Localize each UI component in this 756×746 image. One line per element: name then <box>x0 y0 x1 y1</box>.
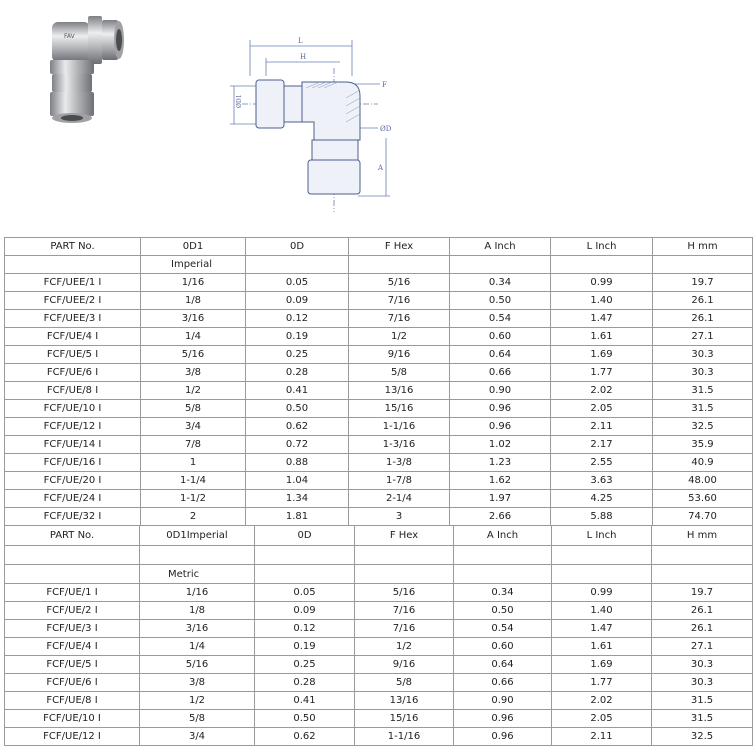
table-cell: FCF/UEE/2 I <box>5 292 141 310</box>
table-cell: 2.11 <box>552 728 652 746</box>
table-row <box>5 602 753 620</box>
table-row <box>5 472 753 490</box>
table-cell: FCF/UE/20 I <box>5 472 141 490</box>
table-cell: 0.62 <box>255 728 355 746</box>
table-cell: FCF/UE/1 I <box>5 584 140 602</box>
table-cell: FCF/UE/12 I <box>5 418 141 436</box>
group-label-row <box>5 565 753 584</box>
imperial-table <box>4 237 753 526</box>
empty-cell <box>355 565 454 584</box>
column-header: 0D1 <box>141 238 246 256</box>
table-cell: 1.69 <box>551 346 653 364</box>
table-cell: 1.62 <box>450 472 551 490</box>
table-cell: 0.88 <box>246 454 349 472</box>
table-cell: FCF/UE/10 I <box>5 400 141 418</box>
empty-cell <box>450 256 551 274</box>
table-cell: 0.19 <box>246 328 349 346</box>
table-cell: 3/16 <box>141 310 246 328</box>
empty-cell <box>454 546 552 565</box>
table-row <box>5 674 753 692</box>
table-cell: 2-1/4 <box>349 490 450 508</box>
table-cell: 32.5 <box>653 418 753 436</box>
table-cell: 7/16 <box>349 310 450 328</box>
table-cell: 0.12 <box>255 620 355 638</box>
table-cell: 0.99 <box>552 584 652 602</box>
table-cell: FCF/UE/6 I <box>5 674 140 692</box>
table-cell: FCF/UE/4 I <box>5 328 141 346</box>
column-header: L Inch <box>551 238 653 256</box>
table-cell: 0.66 <box>454 674 552 692</box>
table-cell: 0.50 <box>454 602 552 620</box>
column-header: PART No. <box>5 526 140 546</box>
table-row <box>5 692 753 710</box>
table-cell: 3/8 <box>141 364 246 382</box>
table-row <box>5 292 753 310</box>
table-cell: 31.5 <box>652 710 753 728</box>
table-row <box>5 490 753 508</box>
table-cell: 1.23 <box>450 454 551 472</box>
table-cell: FCF/UE/14 I <box>5 436 141 454</box>
table-cell: 0.12 <box>246 310 349 328</box>
table-cell: 5.88 <box>551 508 653 526</box>
empty-cell <box>652 546 753 565</box>
empty-cell <box>653 256 753 274</box>
table-cell: 0.96 <box>454 710 552 728</box>
dim-label-od: ØD <box>380 125 392 133</box>
table-row <box>5 436 753 454</box>
table-cell: 7/16 <box>355 620 454 638</box>
table-cell: 3 <box>349 508 450 526</box>
table-cell: 1/2 <box>140 692 255 710</box>
table-cell: 1/2 <box>349 328 450 346</box>
table-cell: 1.61 <box>551 328 653 346</box>
empty-cell <box>255 565 355 584</box>
table-cell: 0.50 <box>450 292 551 310</box>
table-cell: 1/2 <box>141 382 246 400</box>
empty-cell <box>652 565 753 584</box>
table-cell: 0.54 <box>454 620 552 638</box>
group-label: Metric <box>140 565 255 584</box>
table-cell: 0.50 <box>246 400 349 418</box>
table-cell: 3/8 <box>140 674 255 692</box>
empty-cell <box>349 256 450 274</box>
column-header: F Hex <box>355 526 454 546</box>
table-cell: 0.05 <box>246 274 349 292</box>
table-row <box>5 346 753 364</box>
empty-cell <box>140 546 255 565</box>
table-cell: 0.41 <box>255 692 355 710</box>
table-cell: 1/4 <box>140 638 255 656</box>
table-cell: 1.04 <box>246 472 349 490</box>
table-cell: 1.77 <box>552 674 652 692</box>
table-cell: 7/8 <box>141 436 246 454</box>
dim-label-f: F <box>382 81 387 89</box>
table-row <box>5 418 753 436</box>
column-header: A Inch <box>454 526 552 546</box>
dim-label-a: A <box>378 164 384 172</box>
table-cell: 1-3/8 <box>349 454 450 472</box>
table-cell: 15/16 <box>355 710 454 728</box>
table-row <box>5 584 753 602</box>
table-cell: 1.77 <box>551 364 653 382</box>
table-cell: 0.28 <box>255 674 355 692</box>
table-cell: 0.64 <box>454 656 552 674</box>
table-cell: 1.69 <box>552 656 652 674</box>
table-cell: 1.61 <box>552 638 652 656</box>
empty-cell <box>5 256 141 274</box>
empty-cell <box>355 546 454 565</box>
table-cell: 2 <box>141 508 246 526</box>
table-cell: 1 <box>141 454 246 472</box>
table-cell: 13/16 <box>349 382 450 400</box>
empty-cell <box>255 546 355 565</box>
empty-cell <box>552 546 652 565</box>
group-label-row <box>5 256 753 274</box>
table-cell: 19.7 <box>652 584 753 602</box>
table-cell: 30.3 <box>653 364 753 382</box>
table-cell: 30.3 <box>652 656 753 674</box>
table-cell: FCF/UE/4 I <box>5 638 140 656</box>
table-cell: 1-1/16 <box>355 728 454 746</box>
table-cell: 1-3/16 <box>349 436 450 454</box>
table-row <box>5 274 753 292</box>
table-cell: 35.9 <box>653 436 753 454</box>
table-cell: 2.11 <box>551 418 653 436</box>
table-cell: FCF/UEE/3 I <box>5 310 141 328</box>
table-cell: 1/2 <box>355 638 454 656</box>
table-cell: 0.72 <box>246 436 349 454</box>
table-cell: 0.25 <box>255 656 355 674</box>
table-cell: 0.99 <box>551 274 653 292</box>
column-header: L Inch <box>552 526 652 546</box>
dim-label-l: L <box>298 37 303 45</box>
table-cell: 0.09 <box>246 292 349 310</box>
table-cell: 2.02 <box>552 692 652 710</box>
table-cell: FCF/UE/2 I <box>5 602 140 620</box>
table-cell: 2.17 <box>551 436 653 454</box>
table-cell: 2.05 <box>552 710 652 728</box>
empty-cell <box>454 565 552 584</box>
table-cell: 74.70 <box>653 508 753 526</box>
brand-engraving: FAV <box>64 33 75 40</box>
table-cell: 40.9 <box>653 454 753 472</box>
column-header: F Hex <box>349 238 450 256</box>
table-cell: 0.60 <box>450 328 551 346</box>
table-cell: FCF/UE/24 I <box>5 490 141 508</box>
group-label: Imperial <box>141 256 246 274</box>
product-photo <box>44 8 126 126</box>
table-cell: 0.25 <box>246 346 349 364</box>
table-cell: 0.96 <box>454 728 552 746</box>
empty-cell <box>551 256 653 274</box>
table-cell: FCF/UE/12 I <box>5 728 140 746</box>
table-cell: 48.00 <box>653 472 753 490</box>
empty-cell <box>552 565 652 584</box>
table-cell: 27.1 <box>653 328 753 346</box>
table-row <box>5 710 753 728</box>
table-row <box>5 382 753 400</box>
table-cell: FCF/UE/10 I <box>5 710 140 728</box>
table-cell: 13/16 <box>355 692 454 710</box>
table-cell: 1-1/4 <box>141 472 246 490</box>
table-cell: 1/16 <box>141 274 246 292</box>
table-cell: 2.05 <box>551 400 653 418</box>
technical-drawing <box>228 28 400 214</box>
table-cell: 7/16 <box>349 292 450 310</box>
column-header: H mm <box>652 526 753 546</box>
table-cell: 1.02 <box>450 436 551 454</box>
table-cell: 0.96 <box>450 400 551 418</box>
table-cell: 9/16 <box>349 346 450 364</box>
dim-label-od1: ØD1 <box>236 94 243 108</box>
table-cell: 0.28 <box>246 364 349 382</box>
table-cell: FCF/UEE/1 I <box>5 274 141 292</box>
table-cell: 1-1/16 <box>349 418 450 436</box>
empty-cell <box>5 565 140 584</box>
table-cell: 0.90 <box>454 692 552 710</box>
table-cell: 31.5 <box>652 692 753 710</box>
column-header: A Inch <box>450 238 551 256</box>
table-row <box>5 638 753 656</box>
table-cell: 0.05 <box>255 584 355 602</box>
table-row <box>5 364 753 382</box>
table-cell: 0.09 <box>255 602 355 620</box>
table-cell: 1.47 <box>551 310 653 328</box>
table-cell: 30.3 <box>652 674 753 692</box>
table-cell: 2.02 <box>551 382 653 400</box>
table-cell: 31.5 <box>653 382 753 400</box>
table-row <box>5 728 753 746</box>
table-row <box>5 454 753 472</box>
table-cell: FCF/UE/6 I <box>5 364 141 382</box>
table-cell: 3/4 <box>141 418 246 436</box>
table-cell: 0.66 <box>450 364 551 382</box>
table-cell: 5/8 <box>140 710 255 728</box>
empty-cell <box>5 546 140 565</box>
table-cell: 1/8 <box>140 602 255 620</box>
table-cell: 32.5 <box>652 728 753 746</box>
table-cell: 5/16 <box>355 584 454 602</box>
table-cell: 1/16 <box>140 584 255 602</box>
table-cell: 26.1 <box>652 620 753 638</box>
table-cell: 7/16 <box>355 602 454 620</box>
table-row <box>5 620 753 638</box>
table-cell: 0.60 <box>454 638 552 656</box>
table-cell: 5/16 <box>141 346 246 364</box>
table-cell: 5/16 <box>349 274 450 292</box>
table-cell: 0.41 <box>246 382 349 400</box>
table-cell: 5/8 <box>349 364 450 382</box>
table-cell: 1-7/8 <box>349 472 450 490</box>
table-cell: 30.3 <box>653 346 753 364</box>
table-cell: 9/16 <box>355 656 454 674</box>
dim-label-h: H <box>300 53 307 61</box>
table-cell: 0.50 <box>255 710 355 728</box>
table-cell: 1.81 <box>246 508 349 526</box>
table-cell: 3/4 <box>140 728 255 746</box>
table-cell: 15/16 <box>349 400 450 418</box>
table-cell: FCF/UE/5 I <box>5 346 141 364</box>
table-cell: 1.47 <box>552 620 652 638</box>
table-row <box>5 656 753 674</box>
spacer-row <box>5 546 753 565</box>
table-cell: 1.34 <box>246 490 349 508</box>
column-header: 0D1Imperial <box>140 526 255 546</box>
table-cell: 1/4 <box>141 328 246 346</box>
table-header-row <box>5 238 753 256</box>
table-cell: 0.34 <box>454 584 552 602</box>
table-cell: 5/16 <box>140 656 255 674</box>
table-row <box>5 328 753 346</box>
table-cell: FCF/UE/32 I <box>5 508 141 526</box>
table-cell: 1/8 <box>141 292 246 310</box>
table-cell: 26.1 <box>653 310 753 328</box>
table-cell: 2.55 <box>551 454 653 472</box>
table-row <box>5 508 753 526</box>
empty-cell <box>246 256 349 274</box>
column-header: PART No. <box>5 238 141 256</box>
table-cell: FCF/UE/8 I <box>5 382 141 400</box>
table-cell: 26.1 <box>652 602 753 620</box>
table-cell: 0.90 <box>450 382 551 400</box>
column-header: 0D <box>255 526 355 546</box>
table-cell: FCF/UE/16 I <box>5 454 141 472</box>
table-header-row <box>5 526 753 546</box>
table-cell: FCF/UE/8 I <box>5 692 140 710</box>
table-row <box>5 400 753 418</box>
table-cell: 3/16 <box>140 620 255 638</box>
table-cell: 1.40 <box>552 602 652 620</box>
table-cell: 53.60 <box>653 490 753 508</box>
table-cell: 1.97 <box>450 490 551 508</box>
table-cell: 1-1/2 <box>141 490 246 508</box>
table-cell: 1.40 <box>551 292 653 310</box>
table-cell: 31.5 <box>653 400 753 418</box>
column-header: H mm <box>653 238 753 256</box>
table-cell: 26.1 <box>653 292 753 310</box>
table-cell: 4.25 <box>551 490 653 508</box>
table-cell: 19.7 <box>653 274 753 292</box>
table-cell: FCF/UE/5 I <box>5 656 140 674</box>
table-cell: 0.64 <box>450 346 551 364</box>
table-cell: 0.96 <box>450 418 551 436</box>
table-row <box>5 310 753 328</box>
column-header: 0D <box>246 238 349 256</box>
table-cell: 27.1 <box>652 638 753 656</box>
table-cell: 3.63 <box>551 472 653 490</box>
table-cell: FCF/UE/3 I <box>5 620 140 638</box>
table-cell: 5/8 <box>355 674 454 692</box>
table-cell: 0.19 <box>255 638 355 656</box>
table-cell: 5/8 <box>141 400 246 418</box>
table-cell: 2.66 <box>450 508 551 526</box>
table-cell: 0.54 <box>450 310 551 328</box>
table-cell: 0.62 <box>246 418 349 436</box>
table-cell: 0.34 <box>450 274 551 292</box>
metric-table <box>4 525 753 746</box>
